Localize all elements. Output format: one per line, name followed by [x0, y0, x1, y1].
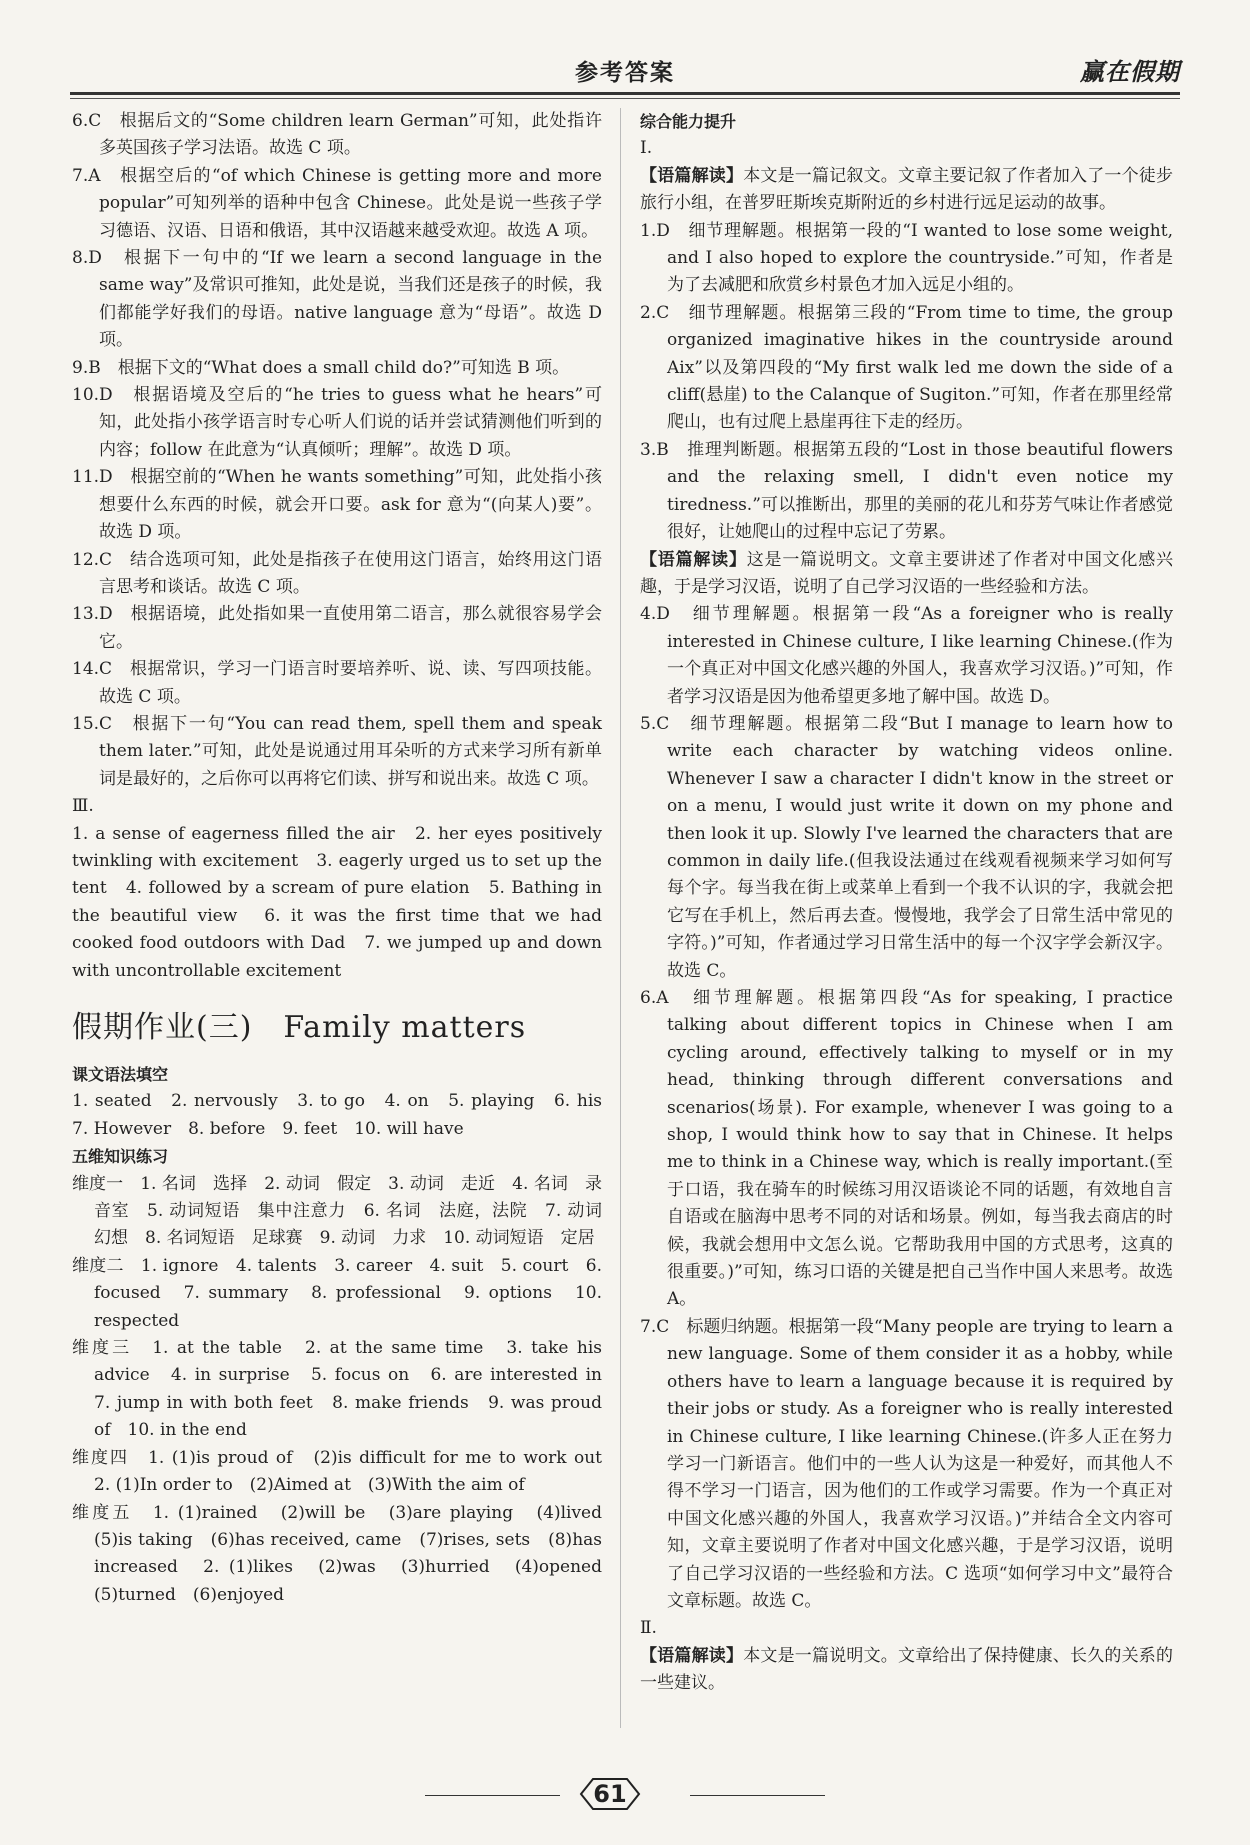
roman-numeral-3: Ⅲ. [72, 796, 94, 817]
answer-item: 6.C 根据后文的“Some children learn German”可知，此处指许多英国孩子学习法语。故选 C 项。 [72, 111, 602, 159]
header-rule-thin [70, 98, 1180, 99]
passage-tag: 【语篇解读】 [640, 1645, 744, 1666]
roman-numeral-2: Ⅱ. [640, 1618, 657, 1639]
passage-intro: 本文是一篇说明文。文章给出了保持健康、长久的关系的一些建议。 [640, 1645, 1174, 1694]
column-divider [620, 108, 621, 1728]
grammar-answers: 1. seated 2. nervously 3. to go 4. on 5. playing 6. his 7. However 8. before 9. feet 10. will have [72, 1091, 619, 1139]
answer-item: 5.C 细节理解题。根据第二段“But I manage to learn how to write each character by watching videos online. Whenever I saw a character I didn't know in the street or on a menu, I would just write it down on my phone and then look it up. Slowly I've learned the characters that are common in daily life.(但我设法通过在线观看视频来学习如何写每个字。每当我在街上或菜单上看到一个我不认识的字，我就会把它写在手机上，然后再去查。慢慢地，我学会了日常生活中常见的字符。)”可知，作者通过学习日常生活中的每一个汉字学会新汉字。故选 C。 [640, 713, 1173, 981]
page-number-text: 61 [593, 1780, 627, 1808]
right-column [640, 108, 1173, 1698]
five-dimension-heading: 五维知识练习 [72, 1147, 169, 1167]
answer-item: 4.D 细节理解题。根据第一段“As a foreigner who is really interested in Chinese culture, I like learning Chinese.(作为一个真正对中国文化感兴趣的外国人，我喜欢学习汉语。)”可知，作者学习汉语是因为他希望更多地了解中国。故选 D。 [640, 604, 1173, 707]
answer-item: 1.D 细节理解题。根据第一段的“I wanted to lose some weight, and I also hoped to explore the countryside.”可知，作者是为了去减肥和欣赏乡村景色才加入远足小组的。 [640, 220, 1173, 296]
dimension-item: 维度三 1. at the table 2. at the same time 3. take his advice 4. in surprise 5. focus on 6. are interested in 7. jump in with both feet 8. make friends 9. was proud of 10. in the end [72, 1338, 619, 1441]
grammar-heading: 课文语法填空 [72, 1065, 169, 1084]
section-3-answers: 1. a sense of eagerness filled the air 2. her eyes positively twinkling with excitement 3. eagerly urged us to set up the tent 4. followed by a scream of pure elation 5. Bathing in the beautiful view 6. it was the first time that we had cooked food outdoors with Dad 7. we jumped up and down with uncontrollable excitement [72, 823, 602, 981]
ability-heading: 综合能力提升 [640, 112, 737, 131]
answer-item: 12.C 结合选项可知，此处是指孩子在使用这门语言，始终用这门语言思考和谈话。故选 C 项。 [72, 549, 602, 597]
answer-item: 7.C 标题归纳题。根据第一段“Many people are trying to learn a new language. Some of them consider it as a hobby, while others have to learn a language because it is required by their jobs or study. As a foreigner who is really interested in Chinese culture, I like learning Chinese.(许多人正在努力学习一门新语言。他们中的一些人认为这是一种爱好，而其他人不得不学习一门语言，因为他们的工作或学习需要。作为一个真正对中国文化感兴趣的外国人，我喜欢学习汉语。)”并结合全文内容可知，文章主要说明了作者对中国文化感兴趣，于是学习汉语，说明了自己学习汉语的一些经验和方法。C 选项“如何学习中文”最符合文章标题。故选 C。 [640, 1316, 1173, 1611]
passage-tag: 【语篇解读】 [640, 165, 744, 186]
answer-item: 13.D 根据语境，此处指如果一直使用第二语言，那么就很容易学会它。 [72, 604, 602, 652]
answer-item: 3.B 推理判断题。根据第五段的“Lost in those beautiful flowers and the relaxing smell, I didn't even notice my tiredness.”可以推断出，那里的美丽的花儿和芬芳气味让作者感觉很好，让她爬山的过程中忘记了劳累。 [640, 439, 1173, 543]
page-footer [0, 1775, 1250, 1815]
brand-logo: 赢在假期 [1080, 58, 1180, 86]
answer-item: 9.B 根据下文的“What does a small child do?”可知选 B 项。 [72, 357, 570, 378]
passage-intro: 本文是一篇记叙文。文章主要记叙了作者加入了一个徒步旅行小组，在普罗旺斯埃克斯附近的乡村进行远足运动的故事。 [640, 165, 1174, 214]
answer-item: 2.C 细节理解题。根据第三段的“From time to time, the group organized imaginative hikes in the countryside around Aix”以及第四段的“My first walk led me down the side of a cliff(悬崖) to the Calanque of Sugiton.”可知，作者在那里经常爬山，也有过爬上悬崖再往下走的经历。 [640, 302, 1173, 433]
answer-item: 6.A 细节理解题。根据第四段“As for speaking, I practice talking about different topics in Chinese when I am cycling around, effectively talking to myself or in my head, thinking through different conversations and scenarios(场景). For example, whenever I was going to a shop, I would think how to say that in Chinese. It helps me to think in a Chinese way, which is really important.(至于口语，我在骑车的时候练习用汉语谈论不同的话题，有效地自言自语或在脑海中思考不同的对话和场景。例如，每当我去商店的时候，我就会想用中文怎么说。它帮助我用中国的方式思考，这真的很重要。)”可知，练习口语的关键是把自己当作中国人来思考。故选 A。 [640, 988, 1173, 1310]
answer-item: 7.A 根据空后的“of which Chinese is getting more and more popular”可知列举的语种中包含 Chinese。此处是说一些孩子学习德语、汉语、日语和俄语，其中汉语越来越受欢迎。故选 A 项。 [72, 165, 602, 241]
dimension-item: 维度四 1. (1)is proud of (2)is difficult for me to work out 2. (1)In order to (2)Aimed at (3)With the aim of [72, 1447, 619, 1496]
footer-rule-right [690, 1795, 825, 1796]
left-column [72, 108, 619, 1609]
page-number [575, 1775, 645, 1813]
section-title: 假期作业(三) Family matters [72, 1010, 527, 1045]
dimension-item: 维度五 1. (1)rained (2)will be (3)are playing (4)lived (5)is taking (6)has received, came (7)rises, sets (8)has increased 2. (1)likes (2)was (3)hurried (4)opened (5)turned (6)enjoyed [72, 1502, 619, 1605]
header-rule-thick [70, 92, 1180, 95]
answer-item: 15.C 根据下一句“You can read them, spell them and speak them later.”可知，此处是说通过用耳朵听的方式来学习所有新单词是最好的，之后你可以再将它们读、拼写和说出来。故选 C 项。 [72, 713, 602, 789]
dimension-item: 维度一 1. 名词 选择 2. 动词 假定 3. 动词 走近 4. 名词 录音室 5. 动词短语 集中注意力 6. 名词 法庭，法院 7. 动词 幻想 8. 名词短语 足球赛 9. 动词 力求 10. 动词短语 定居 [72, 1173, 619, 1249]
answer-item: 10.D 根据语境及空后的“he tries to guess what he hears”可知，此处指小孩学语言时专心听人们说的话并尝试猜测他们听到的内容；follow 在此意为“认真倾听；理解”。故选 D 项。 [72, 385, 602, 460]
dimension-item: 维度二 1. ignore 4. talents 3. career 4. suit 5. court 6. focused 7. summary 8. professional 9. options 10. respected [72, 1255, 602, 1331]
passage-tag: 【语篇解读】 [640, 549, 747, 570]
passage-intro: 这是一篇说明文。文章主要讲述了作者对中国文化感兴趣，于是学习汉语，说明了自己学习汉语的一些经验和方法。 [640, 549, 1174, 597]
roman-numeral-1: Ⅰ. [640, 138, 653, 159]
header-title: 参考答案 [575, 60, 675, 86]
answer-item: 11.D 根据空前的“When he wants something”可知，此处指小孩想要什么东西的时候，就会开口要。ask for 意为“(向某人)要”。故选 D 项。 [72, 467, 602, 543]
footer-rule-left [425, 1795, 560, 1796]
answer-item: 8.D 根据下一句中的“If we learn a second language in the same way”及常识可推知，此处是说，当我们还是孩子的时候，我们都能学好我们的母语。native language 意为“母语”。故选 D 项。 [72, 248, 602, 351]
answer-item: 14.C 根据常识，学习一门语言时要培养听、说、读、写四项技能。故选 C 项。 [72, 659, 602, 707]
page-header [70, 52, 1180, 90]
